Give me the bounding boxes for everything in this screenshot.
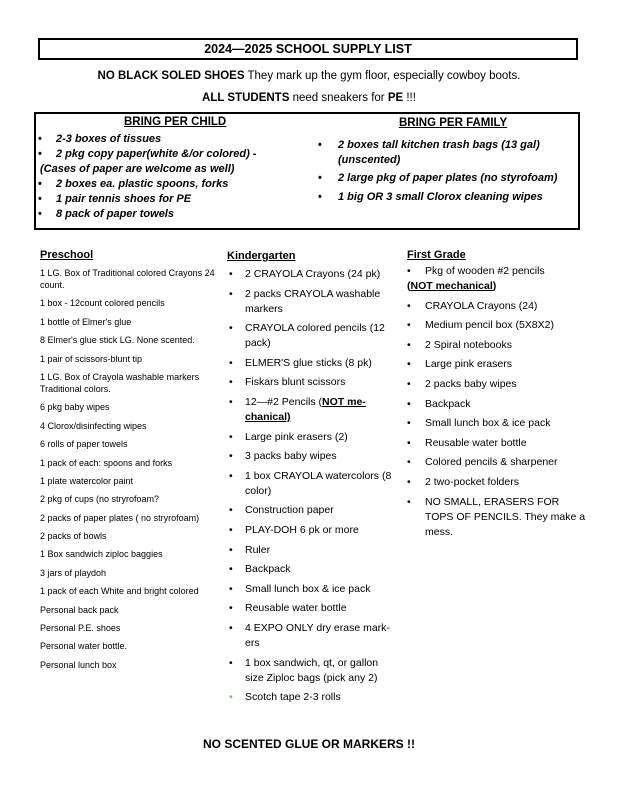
item-text: Construction paper xyxy=(245,504,334,517)
bullet-icon: • xyxy=(229,469,233,482)
list-item xyxy=(229,543,399,558)
shoe-notice-bold: NO BLACK SOLED SHOES xyxy=(97,70,245,82)
list-item xyxy=(407,357,587,372)
bullet-icon: • xyxy=(229,563,233,576)
list-item xyxy=(229,356,399,371)
list-item xyxy=(38,192,298,207)
item-text: 3 packs baby wipes xyxy=(245,450,337,463)
kindergarten-heading: Kindergarten xyxy=(227,250,296,262)
bullet-icon: • xyxy=(407,475,411,488)
list-item xyxy=(407,455,587,470)
item-text: 2 boxes ea. plastic spoons, forks xyxy=(56,178,229,190)
bullet-icon: • xyxy=(407,299,411,312)
list-item xyxy=(407,475,587,490)
item-text: Medium pencil box (5X8X2) xyxy=(425,319,554,332)
list-item xyxy=(407,338,587,353)
item-text: Ruler xyxy=(245,543,271,556)
bullet-icon: • xyxy=(229,268,233,280)
bullet-icon: • xyxy=(38,148,42,160)
bullet-icon: • xyxy=(407,338,411,351)
note-close: ) xyxy=(492,280,497,292)
kindergarten-list xyxy=(229,267,399,710)
bullet-icon: • xyxy=(229,504,233,517)
list-item xyxy=(229,656,399,686)
bullet-icon: • xyxy=(38,133,42,145)
list-item xyxy=(38,162,298,177)
list-item xyxy=(229,321,399,351)
item-text: Reusable water bottle xyxy=(425,436,527,449)
item-text: Backpack xyxy=(245,563,291,576)
bullet-icon: • xyxy=(407,436,411,449)
list-item xyxy=(229,395,399,425)
list-item xyxy=(407,264,587,294)
list-item: 1 pair of scissors-blunt tip xyxy=(40,353,143,364)
list-item xyxy=(229,449,399,464)
list-item xyxy=(316,190,566,205)
bullet-icon: • xyxy=(318,172,322,184)
item-text: 12—#2 Pencils ( xyxy=(245,395,323,408)
item-text: Colored pencils & sharpener xyxy=(425,456,558,469)
list-item: 1 bottle of Elmer's glue xyxy=(40,316,132,327)
bullet-icon: • xyxy=(407,377,411,390)
list-item: 1 Box sandwich ziploc baggies xyxy=(40,549,163,560)
bullet-icon: • xyxy=(407,358,411,371)
item-text: 2 boxes tall kitchen trash bags (13 gal) (unscented) xyxy=(338,139,540,166)
list-item xyxy=(229,469,399,499)
note-open: ( xyxy=(407,280,411,292)
bullet-icon: • xyxy=(38,193,42,205)
list-item xyxy=(229,562,399,577)
note-text: NOT mechanical xyxy=(410,280,493,292)
item-text: 4 EXPO ONLY dry erase mark-ers xyxy=(245,621,390,649)
list-item: 1 LG. Box of Crayola washable markers Traditional colors. xyxy=(40,371,200,394)
sneaker-notice-text: need sneakers for xyxy=(289,92,388,104)
bullet-icon: • xyxy=(229,322,233,335)
preschool-heading: Preschool xyxy=(40,249,94,261)
item-text: Reusable water bottle xyxy=(245,602,347,615)
bullet-icon: • xyxy=(407,265,411,277)
per-family-list xyxy=(316,138,566,208)
list-item: 1 LG. Box of Traditional colored Crayons 24 count. xyxy=(40,268,215,290)
item-text: 2 packs baby wipes xyxy=(425,377,517,390)
list-item xyxy=(407,397,587,412)
per-child-list xyxy=(38,132,298,222)
list-item: Personal back pack xyxy=(40,604,119,615)
list-item xyxy=(38,207,298,222)
per-child-heading: BRING PER CHILD xyxy=(124,116,227,128)
bullet-icon: • xyxy=(229,430,233,443)
list-item xyxy=(229,582,399,597)
item-text: 2 pkg copy paper(white &/or colored) - xyxy=(56,148,257,160)
list-item: Personal lunch box xyxy=(40,659,117,670)
item-text: 8 pack of paper towels xyxy=(56,208,174,220)
preschool-list xyxy=(40,267,220,677)
bullet-icon: • xyxy=(229,543,233,556)
list-item: 1 pack of each White and bright colored xyxy=(40,586,199,597)
item-text: PLAY-DOH 6 pk or more xyxy=(245,523,359,536)
list-item: 6 rolls of paper towels xyxy=(40,439,128,450)
green-bullet-icon: • xyxy=(229,691,233,704)
bullet-icon: • xyxy=(318,139,322,151)
bullet-icon: • xyxy=(229,450,233,463)
bullet-icon: • xyxy=(407,319,411,332)
item-text: 1 pair tennis shoes for PE xyxy=(56,193,192,205)
footer-notice: NO SCENTED GLUE OR MARKERS !! xyxy=(202,737,415,751)
item-text: 2 CRAYOLA Crayons (24 pk) xyxy=(245,268,381,280)
list-item: 1 plate watercolor paint xyxy=(40,475,134,486)
item-text: 2 large pkg of paper plates (no styrofoam) xyxy=(338,172,558,184)
item-text: Backpack xyxy=(425,397,471,410)
list-item: 2 packs of paper plates ( no stryrofoam) xyxy=(40,512,200,523)
bullet-icon: • xyxy=(229,287,233,300)
item-text: NO SMALL, ERASERS FOR TOPS OF PENCILS. They make a mess. xyxy=(425,495,586,538)
item-text: Pkg of wooden #2 pencils xyxy=(425,265,545,277)
list-item: Personal P.E. shoes xyxy=(40,623,121,634)
bullet-icon: • xyxy=(229,376,233,389)
item-text: 2 Spiral notebooks xyxy=(425,338,512,351)
bullet-icon: • xyxy=(229,582,233,595)
shoe-notice xyxy=(0,70,618,82)
list-item xyxy=(229,523,399,538)
page-title: 2024—2025 SCHOOL SUPPLY LIST xyxy=(38,38,578,60)
list-item xyxy=(229,267,399,282)
list-item xyxy=(407,318,587,333)
bring-box xyxy=(34,112,580,230)
item-text: Scotch tape 2-3 rolls xyxy=(245,691,341,704)
bullet-icon: • xyxy=(229,395,233,408)
item-text: (Cases of paper are welcome as well) xyxy=(40,163,235,175)
item-text: ELMER'S glue sticks (8 pk) xyxy=(245,356,372,369)
list-item xyxy=(316,171,566,186)
item-text: Fiskars blunt scissors xyxy=(245,376,346,389)
not-mechanical-note: NOT me-chanical) xyxy=(245,395,366,423)
list-item: Personal water bottle. xyxy=(40,641,128,652)
item-text: Small lunch box & ice pack xyxy=(425,417,551,430)
bullet-icon: • xyxy=(38,178,42,190)
list-item: 2 pkg of cups (no stryrofoam? xyxy=(40,494,160,505)
sneaker-notice-pe: PE xyxy=(387,92,404,104)
list-item xyxy=(229,430,399,445)
list-item xyxy=(407,436,587,451)
not-mechanical-note xyxy=(407,279,587,294)
first-grade-list xyxy=(407,264,587,544)
list-item xyxy=(407,377,587,392)
list-item: 6 pkg baby wipes xyxy=(40,402,110,413)
item-text: Large pink erasers xyxy=(425,358,512,371)
sneaker-notice xyxy=(0,92,618,104)
list-item xyxy=(38,132,298,147)
bullet-icon: • xyxy=(229,656,233,669)
list-item xyxy=(407,299,587,314)
bullet-icon: • xyxy=(38,208,42,220)
list-item xyxy=(229,503,399,518)
item-text: 2-3 boxes of tissues xyxy=(56,133,162,145)
item-text: CRAYOLA colored pencils (12 pack) xyxy=(245,322,385,350)
bullet-icon: • xyxy=(229,621,233,634)
per-family-heading: BRING PER FAMILY xyxy=(399,117,508,129)
list-item xyxy=(38,147,298,162)
list-item: 1 pack of each: spoons and forks xyxy=(40,457,173,468)
bullet-icon: • xyxy=(318,190,322,203)
list-item: 2 packs of bowls xyxy=(40,531,107,542)
bullet-icon: • xyxy=(229,602,233,615)
bullet-icon: • xyxy=(407,417,411,430)
list-item xyxy=(407,416,587,431)
list-item xyxy=(229,287,399,317)
item-text: 1 big OR 3 small Clorox cleaning wipes xyxy=(338,190,543,203)
bullet-icon: • xyxy=(407,397,411,410)
sneaker-notice-bold: ALL STUDENTS xyxy=(202,92,290,104)
list-item xyxy=(38,177,298,192)
bullet-icon: • xyxy=(229,523,233,536)
list-item xyxy=(407,495,587,540)
bullet-icon: • xyxy=(407,456,411,469)
list-item: 1 box - 12count colored pencils xyxy=(40,298,165,309)
item-text: 2 packs CRAYOLA washable markers xyxy=(245,287,381,315)
list-item: 8 Elmer's glue stick LG. None scented. xyxy=(40,335,195,346)
bullet-icon: • xyxy=(407,495,411,508)
list-item xyxy=(229,601,399,616)
item-text: Large pink erasers (2) xyxy=(245,430,348,443)
bullet-icon: • xyxy=(229,356,233,369)
item-text: Small lunch box & ice pack xyxy=(245,582,371,595)
item-text: 1 box sandwich, qt, or gallon size Ziploc bags (pick any 2) xyxy=(245,656,379,684)
sneaker-notice-end: !!! xyxy=(403,92,416,104)
list-item xyxy=(229,375,399,390)
list-item: 4 Clorox/disinfecting wipes xyxy=(40,420,147,431)
item-text: CRAYOLA Crayons (24) xyxy=(425,299,538,312)
item-text: 1 box CRAYOLA watercolors (8 color) xyxy=(245,469,392,497)
first-grade-heading: First Grade xyxy=(407,249,466,261)
list-item xyxy=(316,138,566,167)
list-item xyxy=(229,621,399,651)
shoe-notice-text: They mark up the gym floor, especially cowboy boots. xyxy=(244,70,521,82)
list-item: 3 jars of playdoh xyxy=(40,567,107,578)
item-text: 2 two-pocket folders xyxy=(425,475,519,488)
list-item xyxy=(229,690,399,705)
